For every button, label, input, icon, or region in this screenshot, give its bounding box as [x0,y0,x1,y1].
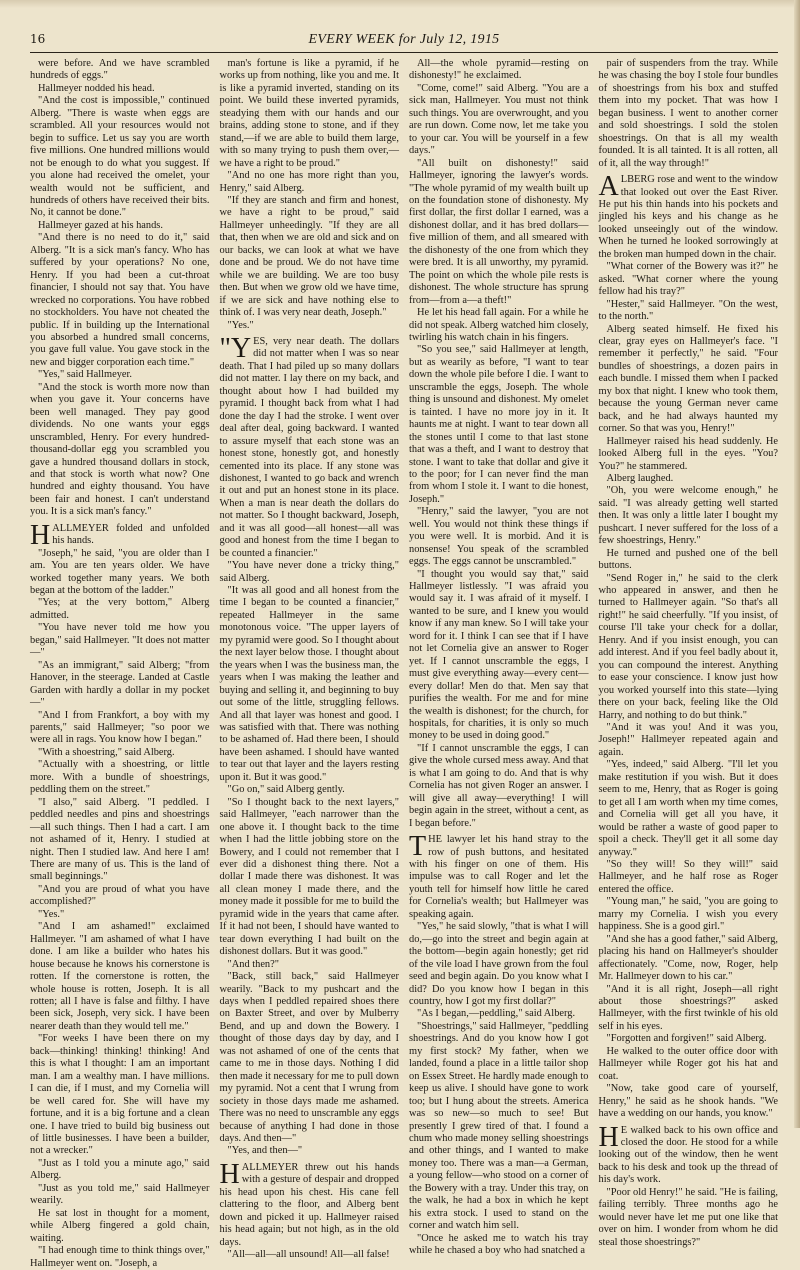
paragraph: He sat lost in thought for a moment, while Alberg fingered a gold chain, waiting. [30,1207,210,1244]
paragraph: "So I thought back to the next layers," said Hallmeyer, "each narrower than the one above it. I thought back to the time when I had the little jobbing store on the Bowery, and I could not remember that I ever did a dishonest thing there. Not a dollar I made there was dishonest. It was all clean money I made there, and the money made it possible for me to build the pyramid wide in the years that came after. If it had not been, I should have wanted to tear down everything I had built on the dishonest dollars. But it was good." [219,796,399,958]
paragraph: "What corner of the Bowery was it?" he asked. "What corner where the young fellow had his tray?" [598,261,778,298]
paragraph: "If I cannot unscramble the eggs, I can give the whole cursed mess away. And that is what I am going to do. And that is why Cornelia has not given Roger an answer. I will give all away—everything! I will begin again in the street, without a cent, as I began before." [409,742,589,829]
paragraph: "Just as I told you a minute ago," said Alberg. [30,1157,210,1182]
paragraph: Alberg laughed. [606,472,674,484]
paragraph: "Henry," said the lawyer, "you are not well. You would not think these things if you were well. It is morbid. And it is nonsense! You speak of the scrambled eggs. The eggs cannot be unscrambled." [409,506,589,568]
paragraph: "So you see," said Hallmeyer at length, but as wearily as before, "I want to tear down the whole pile before I die. I want to unscramble the eggs, Joseph. The whole thing is unsound and dishonest. My omelet is tainted. I have no more joy in it. It haunts me at night. I want to tear down all the stones until I come to that last stone that was a theft, and I want to destroy that stone. I want to take that dollar and give it to the poor; for I can never find the man from whom I stole it. I want to die honest, Joseph." [409,344,589,505]
page-header [30,32,778,50]
text-columns [30,58,778,1269]
section-opening-paragraph: HALLMEYER folded and unfolded his hands. [30,519,210,551]
section-opening-paragraph: HALLMEYER threw out his hands with a gesture of despair and dropped his head upon his chest. His cane fell clattering to the floor, and Alberg bent down and picked it up. Hallmeyer raised his head again; but not high, as in the old days. [219,1158,399,1248]
paragraph: "I thought you would say that," said Hallmeyer listlessly. "I was afraid you would say it. I was afraid of it myself. I wanted to be sure, and I knew you would know if any man knew. So I will take your word for it. I think I can see that if I have not let Cornelia give an answer to Roger yet. If I cannot unscramble the eggs, I must give everything away—every cent—every dollar! Men do that. Men say that purifies the wealth. For me and for mine the wealth is dishonest; for the church, for hospitals, for charities, it is only so much money to be used in doing good." [409,568,589,742]
paragraph: "Poor old Henry!" he said. "He is failing, failing terribly. Three months ago he would never have let me put one like that over on him. I wonder from whom he did steal those shoestrings?" [598,1186,778,1248]
paragraph: "Just as you told me," said Hallmeyer wearily. [30,1182,210,1207]
section-opening-paragraph: "YES, very near death. The dollars did not matter when I was so near death. That I had piled up so many dollars did not matter. I lay there on my back, and thought about how I had builded my pyramid. I thought back from what I had done the day I had the stroke. I went over deal after deal, going backward. I wanted to assure myself that each stone was an honest stone, honestly got, and honestly cemented into its place. If any stone was dishonest, I wanted to go back and wrench it out and put an honest stone in its place. When a man is near death the dollars do not matter. So I thought backward, Joseph, and it was all good—all honest—all was good and honest from the time I began to be counted a financier." [219,332,399,559]
paragraph: "And it is all right, Joseph—all right about those shoestrings?" asked Hallmeyer, with the first twinkle of his old self in his eyes. [598,983,778,1032]
paragraph: "As an immigrant," said Alberg; "from Hanover, in the steerage. Landed at Castle Garden with hardly a dollar in my pocket—" [30,659,210,709]
paragraph: "Now, take good care of yourself, Henry," he said as he shook hands. "We have a wedding on our hands, you know." [598,1083,778,1120]
paragraph: "Actually with a shoestring, or little more. With a bundle of shoestrings, peddling them on the street." [30,759,210,796]
paragraph: "Yes; at the very bottom," Alberg admitted. [30,597,210,621]
column-2 [219,58,400,1261]
paragraph: were before. And we have scrambled hundreds of eggs." [30,58,210,82]
paragraph: "Yes," he said slowly, "that is what I will do,—go into the street and begin again at the bottom—begin again honestly; get rid of the vile load I have grown from the foul seed and begin again. Do you know what I did? Do you know how I began in this country, how I got my first dollar?" [409,921,589,1007]
paragraph: "Hester," said Hallmeyer. "On the west, to the north." [598,298,778,323]
paragraph: "And no one has more right than you, Henry," said Alberg. [219,170,399,194]
paragraph: pair of suspenders from the tray. While he was chasing the boy I stole four bundles of shoestrings from his box and stuffed them into my pocket. That was how I began business. I went to another corner and sold shoestrings. I sold the stolen shoestrings. On that is all my wealth founded. It is all tainted. It is all rotten, all of it, all the way through!" [598,58,778,169]
paragraph: "Yes." [227,319,254,331]
paragraph: "I also," said Alberg. "I peddled. I peddled needles and pins and shoestrings—all such things. Then I had a cart. I am not ashamed of it, Henry. I studied at night. Then I studied law. And here I am! There are many of us. This is the land of small beginnings." [30,796,210,883]
paragraph: "Joseph," he said, "you are older than I am. You are ten years older. We have worked together many years. We both began at the bottom of the ladder." [30,547,210,597]
paragraph: "Once he asked me to watch his tray while he chased a boy who had snatched a [409,1232,589,1257]
paragraph: "I had enough time to think things over," Hallmeyer went on. "Joseph, a [30,1245,210,1269]
running-title: EVERY WEEK for July 12, 1915 [308,32,500,47]
paragraph: "Young man," he said, "you are going to marry my Cornelia. I wish you every happiness. She is a good girl." [598,896,778,933]
paragraph: "All—all—all unsound! All—all false! [227,1249,390,1261]
paragraph: "Forgotten and forgiven!" said Alberg. [606,1033,767,1045]
paragraph: "Send Roger in," he said to the clerk who appeared in answer, and then he turned to Hallmeyer again. "So that's all right!" he said cheerfully. "If you insist, of course I'll take your check for a dollar, Henry. And if you insist enough, you can add interest. And if you feel badly about it, you can compound the interest. Anything to ease your conscience. I know just how you worked yourself into this state—lying there on your back, feeling like the Old Harry, and nothing to do but think." [598,572,778,721]
paragraph: All—the whole pyramid—resting on dishonesty!" he exclaimed. [409,58,589,82]
paragraph: "With a shoestring," said Alberg. [38,746,175,758]
paragraph: "It was all good and all honest from the time I began to be counted a financier," repeated Hallmeyer in the same monotonous voice. "The upper layers of my pyramid were good. So I thought about the next layer below those. I thought about the years when I was the business man, the years when I was making the leather and buying and selling it, and beginning to buy out some of the little, struggling fellows. And all that layer was honest and good. I was satisfied with that. There was nothing to be ashamed of. Had there been, I should have been ashamed. I should have wanted to tear out that layer and the layers resting upon it. But it was good." [219,585,399,783]
header-rule [30,52,778,53]
paragraph: "As I began,—peddling," said Alberg. [417,1008,576,1020]
paragraph: "Yes, indeed," said Alberg. "I'll let you make restitution if you wish. But it does seem to me, Henry, that as Roger is going to get all I am worth when my time comes, and Cornelia will get all you have, it would be rather a waste of good paper to spoil a check. They'll get it all some day anyway." [598,759,778,858]
page-top-edge [0,0,800,8]
paragraph: "For weeks I have been there on my back—thinking! thinking! thinking! And this is what I thought: I am an important man. I am a wealthy man. I have millions. I can die, if I must, and my Cornelia will be well cared for. She will have my fortune, and it is a big fortune and a clean one. I have tried to build big business out of little businesses. I have been a builder, not a wrecker." [30,1033,210,1157]
paragraph: "And I from Frankfort, a boy with my parents," said Hallmeyer; "so poor we were all in rags. You know how I began." [30,709,210,746]
paragraph: Hallmeyer nodded his head. [38,82,155,94]
paragraph: Hallmeyer gazed at his hands. [38,219,163,231]
paragraph: He walked to the outer office door with Hallmeyer while Roger got his hat and coat. [598,1045,778,1082]
column-1 [30,58,210,1269]
paragraph: "All built on dishonesty!" said Hallmeyer, ignoring the lawyer's words. "The whole pyramid of my wealth built up on the foundation stone of dishonesty. My first dollar, the first dollar I earned, was a dishonest dollar, and it has bred dollars—five million of them, and all smeared with the dishonesty of the one from which they were bred. It is all unworthy, my pyramid. The point on which the whole pile rests is dishonest. The whole structure has sprung from—from a—a theft!" [409,157,589,306]
paragraph: "And I am ashamed!" exclaimed Hallmeyer. "I am ashamed of what I have done. I am like a builder who hates his house because he knows his cornerstone is rotten. If the cornerstone is rotten, the whole house is rotten, Joseph. It is all rotten; all I have is false and filthy. I have been sick, Joseph, very sick. I have been nearer death than they would tell me." [30,921,210,1032]
paragraph: "And there is no need to do it," said Alberg. "It is a sick man's fancy. Who has suffered by your operations? No one, Henry. If you had been a cut-throat financier, I should not say that. You have wrecked no corporations. You have robbed no stockholders. You have not cheated the public. If in building up the International you absorbed a hundred small concerns, you gave full value. You gave stock in the new and bigger corporation each time." [30,232,210,368]
paragraph: "Go on," said Alberg gently. [227,784,345,796]
paragraph: man's fortune is like a pyramid, if he works up from nothing, like you and me. It is like a pyramid inverted, standing on its point. We build these inverted pyramids, steadying them with our hands and our brains, adding stone to stone, and if they stand,—if we are able to build them large, with so many trying to push them over,—we have a right to be proud." [219,58,399,169]
column-4 [598,58,779,1248]
paragraph: "And you are proud of what you have accomplished?" [30,883,210,908]
paragraph: "Come, come!" said Alberg. "You are a sick man, Hallmeyer. You must not think such things. You are overwrought, and you are run down. Come now, let me take you to your car. You will be yourself in a few days." [409,82,589,157]
page-binding-edge [794,0,800,1128]
section-opening-paragraph: HE walked back to his own office and closed the door. He stood for a while looking out of the window, then he went back to his desk and took up the thread of his day's work. [598,1121,778,1186]
paragraph: "So they will! So they will!" said Hallmeyer, and he half rose as Roger entered the office. [598,859,778,895]
paragraph: "Oh, you were welcome enough," he said. "I was already getting well started then. It was only a little later I bought my pushcart. I never suffered for the loss of a few shoestrings, Henry." [598,485,778,547]
paragraph: "You have never done a tricky thing," said Alberg. [219,560,399,584]
paragraph: Hallmeyer raised his head suddenly. He looked Alberg full in the eyes. "You? You?" he stammered. [598,435,778,472]
section-opening-paragraph: ALBERG rose and went to the window that looked out over the East River. He put his thin hands into his pockets and jingled his keys and his change as he looked unseeingly out of the window. When he turned he looked sorrowingly at the broken man humped down in the chair. [598,171,778,260]
paragraph: "Yes," said Hallmeyer. [38,369,133,381]
paragraph: "And she has a good father," said Alberg, placing his hand on Hallmeyer's shoulder affectionately. "Come, now, Roger, help Mr. Hallmeyer down to his car." [598,933,778,983]
paragraph: "Yes, and then—" [227,1145,303,1157]
paragraph: "Yes." [38,908,65,920]
paragraph: "Shoestrings," said Hallmeyer, "peddling shoestrings. And do you know how I got my first stock? My father, when we landed, found a place in a little tailor shop on Essex Street. He hardly made enough to keep us alive. I should have gone to work too; but I hung about the streets. America was so new—so much to see! But presently I grew tired of that. I found a chum who made money selling shoestrings and other things, and I wanted to make money too. There was a man—a German, a young fellow—who stood on a corner of the Bowery with a tray. Under this tray, on the walk, he had a box in which he kept his extra stock. I used to stand on the corner and watch him sell. [409,1020,589,1232]
paragraph: "And the cost is impossible," continued Alberg. "There is waste when eggs are scrambled. All your resources would not begin to suffice. Let us say you are worth five millions. One hundred millions would not be enough to do what you suggest. If you alone had received the omelet, your wealth would not be sufficient, and hundreds of others have received their bits. No, it cannot be done." [30,95,210,219]
paragraph: "And the stock is worth more now than when you gave it. Your concerns have been well managed. They pay good dividends. No one wants your eggs unscrambled, Henry. For every hundred-thousand-dollar egg you scrambled you gave a hundred thousand dollars in stock, and that stock is worth what now? One hundred and eighty thousand. You have been fair and honest. I can't understand you. It is a sick man's fancy." [30,381,210,518]
section-opening-paragraph: THE lawyer let his hand stray to the row of push buttons, and hesitated with his finger on one of them. His impulse was to call Roger and let the youth tell for himself how little he cared for Cornelia's wealth; but Hallmeyer was speaking again. [409,831,589,920]
paragraph: He let his head fall again. For a while he did not speak. Alberg watched him closely, twirling his watch chain in his fingers. [409,307,589,343]
column-3 [409,58,589,1257]
paragraph: He turned and pushed one of the bell buttons. [598,547,778,572]
paragraph: "Back, still back," said Hallmeyer wearily. "Back to my pushcart and the days when I peddled repaired shoes there on Baxter Street, and over by Mulberry Bend, and up and down the Bowery. I thought of those days day by day, and I was not ashamed of one of the cents that came to me in those days. Nothing I did then made it necessary for me to pull down my pyramid. Not a cent that I wrung from society in those days made me ashamed. There was no need to unscramble any eggs because of anything I had done in those days. And then—" [219,971,399,1144]
page-number: 16 [30,32,46,46]
paragraph: "You have never told me how you began," said Hallmeyer. "It does not matter—" [30,622,210,659]
paragraph: "And it was you! And it was you, Joseph!" Hallmeyer repeated again and again. [598,722,778,758]
paragraph: "And then?" [227,958,279,970]
paragraph: "If they are stanch and firm and honest, we have a right to be proud," said Hallmeyer unheedingly. "If they are all that, then when we are old and sick and on our backs, we can look at what we have done and be proud. We do not have time while we are building. We are too busy then. But when we grow old we have time, if we are sick and have nothing else to think of. I was very near death, Joseph." [219,194,399,319]
paragraph: Alberg seated himself. He fixed his clear, gray eyes on Hallmeyer's face. "I remember it perfectly," he said. "Four bundles of shoestrings, a dozen pairs in each bundle. I missed them when I packed my box that night. I knew who took them, because the young German never came back, and he had always haunted my corner. So that was you, Henry!" [598,323,778,435]
